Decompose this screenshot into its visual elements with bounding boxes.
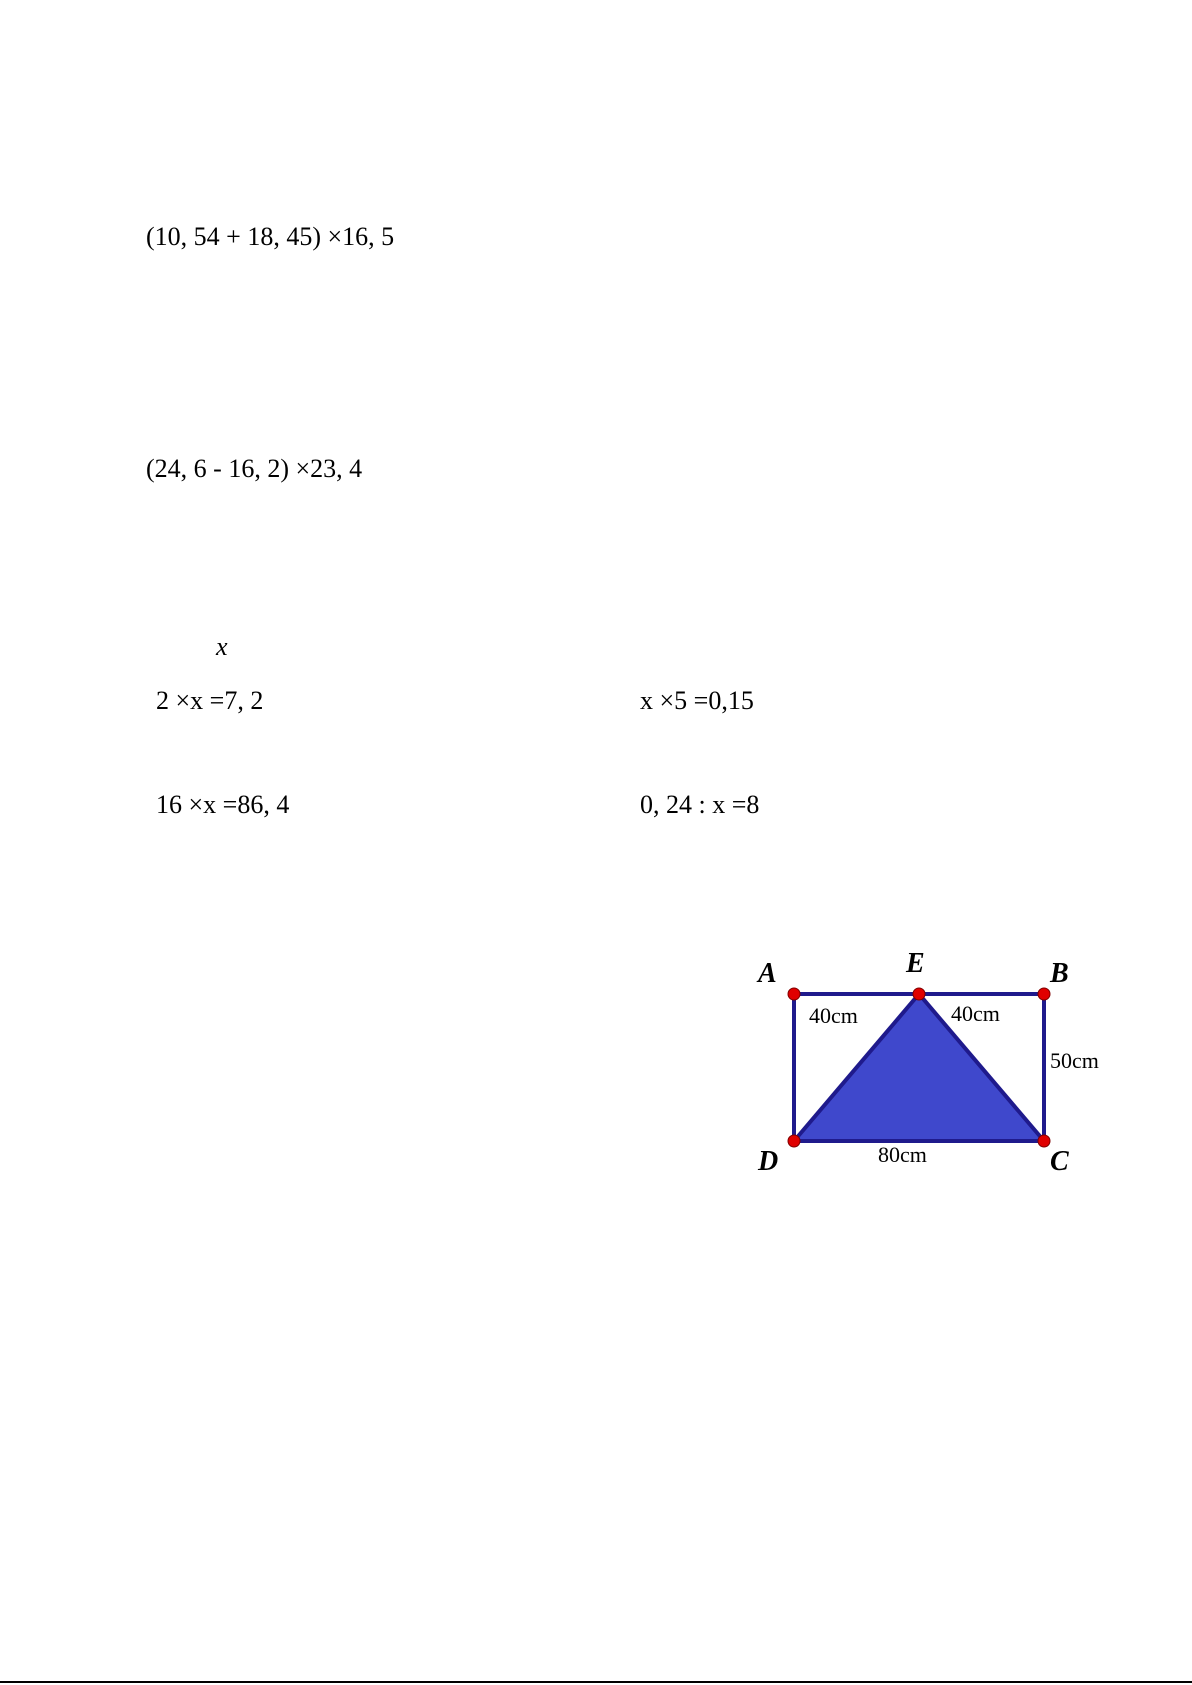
expression-2: (24, 6 - 16, 2) ×23, 4	[146, 454, 363, 483]
rectangle-triangle-figure	[750, 940, 1130, 1180]
label-b: B	[1050, 958, 1069, 989]
dimension-eb: 40cm	[951, 1001, 1000, 1026]
equation-4: 0, 24 : x =8	[640, 790, 760, 819]
point-e	[913, 988, 925, 1000]
label-e: E	[906, 948, 925, 979]
dimension-bc: 50cm	[1050, 1048, 1099, 1073]
equation-1: 2 ×x =7, 2	[156, 686, 264, 715]
expression-1: (10, 54 + 18, 45) ×16, 5	[146, 222, 395, 251]
point-d	[788, 1135, 800, 1147]
label-c: C	[1050, 1146, 1069, 1177]
point-c	[1038, 1135, 1050, 1147]
dimension-dc: 80cm	[878, 1142, 927, 1167]
equation-3: 16 ×x =86, 4	[156, 790, 290, 819]
point-b	[1038, 988, 1050, 1000]
label-a: A	[758, 958, 777, 989]
dimension-ae: 40cm	[809, 1003, 858, 1028]
point-a	[788, 988, 800, 1000]
page-bottom-rule	[0, 1681, 1192, 1683]
label-d: D	[758, 1146, 779, 1177]
equation-2: x ×5 =0,15	[640, 686, 754, 715]
find-x-variable: x	[216, 632, 228, 661]
